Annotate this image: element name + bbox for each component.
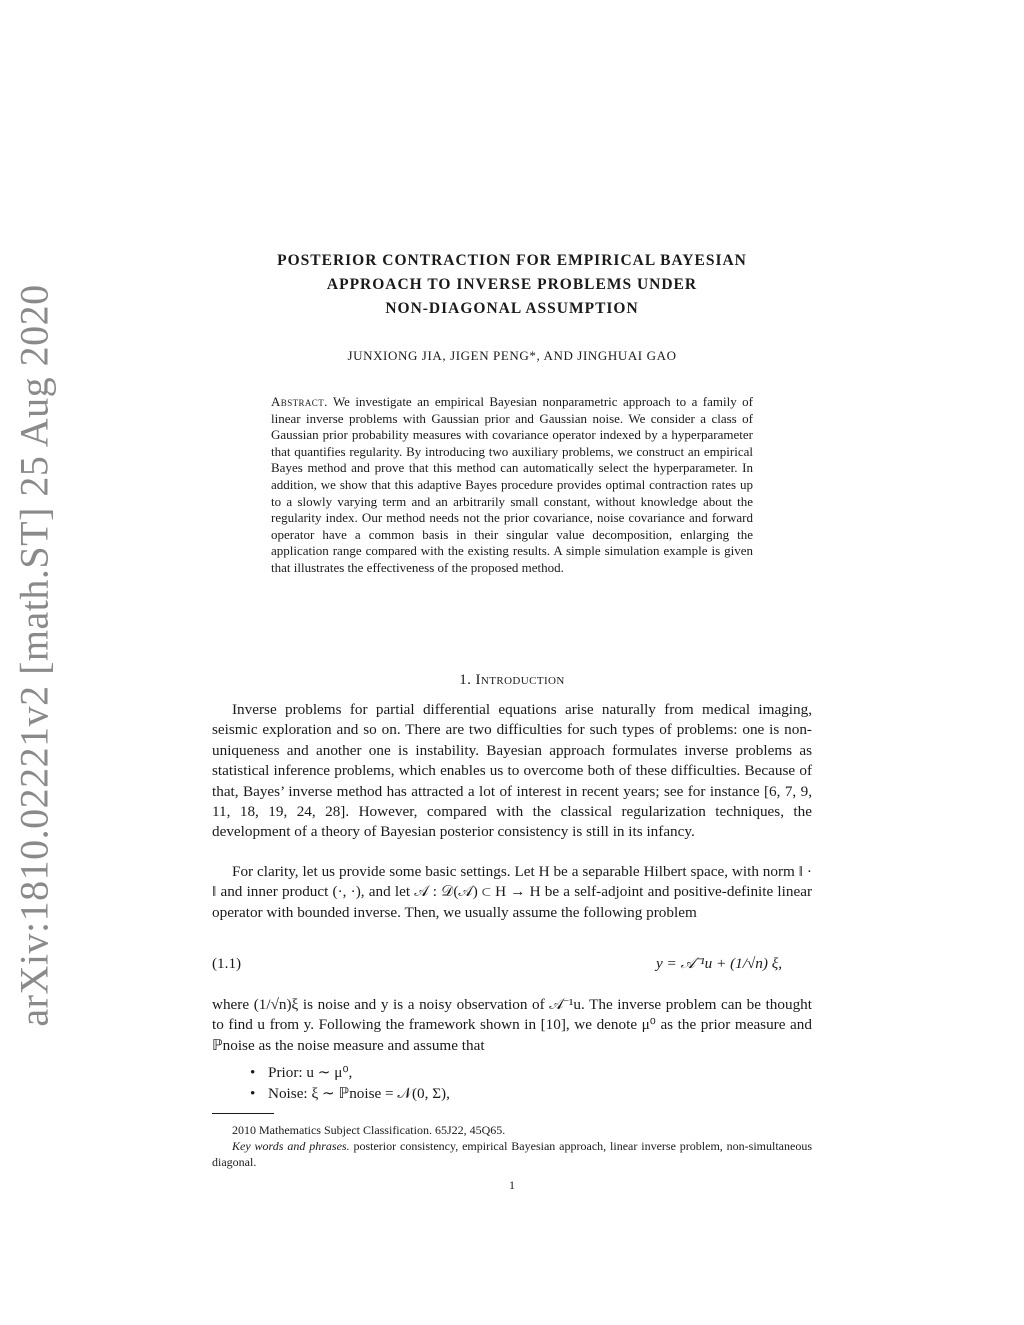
keywords-label: Key words and phrases.: [232, 1139, 350, 1153]
section-number: 1.: [459, 672, 472, 688]
title-line: APPROACH TO INVERSE PROBLEMS UNDER: [326, 276, 698, 293]
arxiv-id: arXiv:1810.02221v2 [math.ST] 25 Aug 2020: [11, 283, 57, 1027]
equation: [212, 945, 812, 987]
title-line: NON-DIAGONAL ASSUMPTION: [385, 300, 639, 317]
msc-footnote: 2010 Mathematics Subject Classification. 65J22, 45Q65.: [232, 1123, 506, 1137]
author-list: JUNXIONG JIA, JIGEN PENG*, AND JINGHUAI GAO: [347, 348, 677, 363]
equation-body: y = 𝒜⁻¹u + (1/√n) ξ,: [656, 955, 783, 972]
list-item-text: Prior: u ∼ μ⁰,: [268, 1064, 353, 1081]
paragraph-text: For clarity, let us provide some basic settings. Let H be a separable Hilbert space, with norm ‖ · ‖ and inner product (·, ·), and let 𝒜 : 𝒟(𝒜) ⊂ H → H be a self-adjoint and positive-definite linear operator with bounded inverse. Then, we usually assume the following problem: [212, 863, 812, 921]
paragraph: [212, 995, 812, 1056]
abstract: [271, 394, 753, 577]
bullet-icon: •: [250, 1085, 256, 1102]
abstract-text: We investigate an empirical Bayesian nonparametric approach to a family of linear inverse problems with Gaussian prior and Gaussian noise. We consider a class of Gaussian prior probability measures with covariance operator indexed by a hyperparameter that quantifies regularity. By introducing two auxiliary problems, we construct an empirical Bayes method and prove that this method can automatically select the hyperparameter. In addition, we show that this adaptive Bayes procedure provides optimal contraction rates up to a slowly varying term and an arbitrarily small constant, without knowledge about the regularity index. Our method needs not the prior covariance, noise covariance and forward operator have a common basis in their singular value decomposition, enlarging the application range compared with the existing results. A simple simulation example is given that illustrates the effectiveness of the proposed method.: [271, 394, 753, 575]
bullet-icon: •: [250, 1064, 256, 1081]
section-heading: [212, 672, 812, 689]
paper-title: [212, 249, 812, 321]
equation-number: (1.1): [212, 955, 242, 972]
paragraph-text: where (1/√n)ξ is noise and y is a noisy observation of 𝒜⁻¹u. The inverse problem can be thought to find u from y. Following the framework shown in [10], we denote μ⁰ as the prior measure and ℙnoise as the noise measure and assume that: [212, 996, 812, 1054]
footnote-divider: [212, 1113, 274, 1114]
abstract-label: Abstract.: [271, 394, 328, 409]
paragraph: [212, 862, 812, 923]
paragraph-text: Inverse problems for partial differential equations arise naturally from medical imaging, seismic exploration and so on. There are two difficulties for such types of problems: one is non-uniqueness and another one is instability. Bayesian approach formulates inverse problems as statistical inference problems, which enables us to overcome both of these difficulties. Because of that, Bayes’ inverse method has attracted a lot of interest in recent years; see for instance [6, 7, 9, 11, 18, 19, 24, 28]. However, compared with the classical regularization techniques, the development of a theory of Bayesian posterior consistency is still in its infancy.: [212, 701, 812, 841]
list-item: [250, 1062, 450, 1083]
footnotes: [212, 1122, 812, 1170]
list-item-text: Noise: ξ ∼ ℙnoise = 𝒩(0, Σ),: [268, 1085, 450, 1102]
list-item: [250, 1083, 450, 1104]
keywords-footnote: [212, 1138, 812, 1170]
page-number: 1: [509, 1178, 515, 1192]
section-title: Introduction: [475, 672, 565, 688]
keywords-text: posterior consistency, empirical Bayesian approach, linear inverse problem, non-simultaneous diagonal.: [212, 1139, 812, 1169]
arxiv-stamp: [4, 283, 64, 1027]
bullet-list: [250, 1062, 450, 1104]
paragraph: [212, 700, 812, 843]
title-line: POSTERIOR CONTRACTION FOR EMPIRICAL BAYESIAN: [277, 252, 747, 269]
